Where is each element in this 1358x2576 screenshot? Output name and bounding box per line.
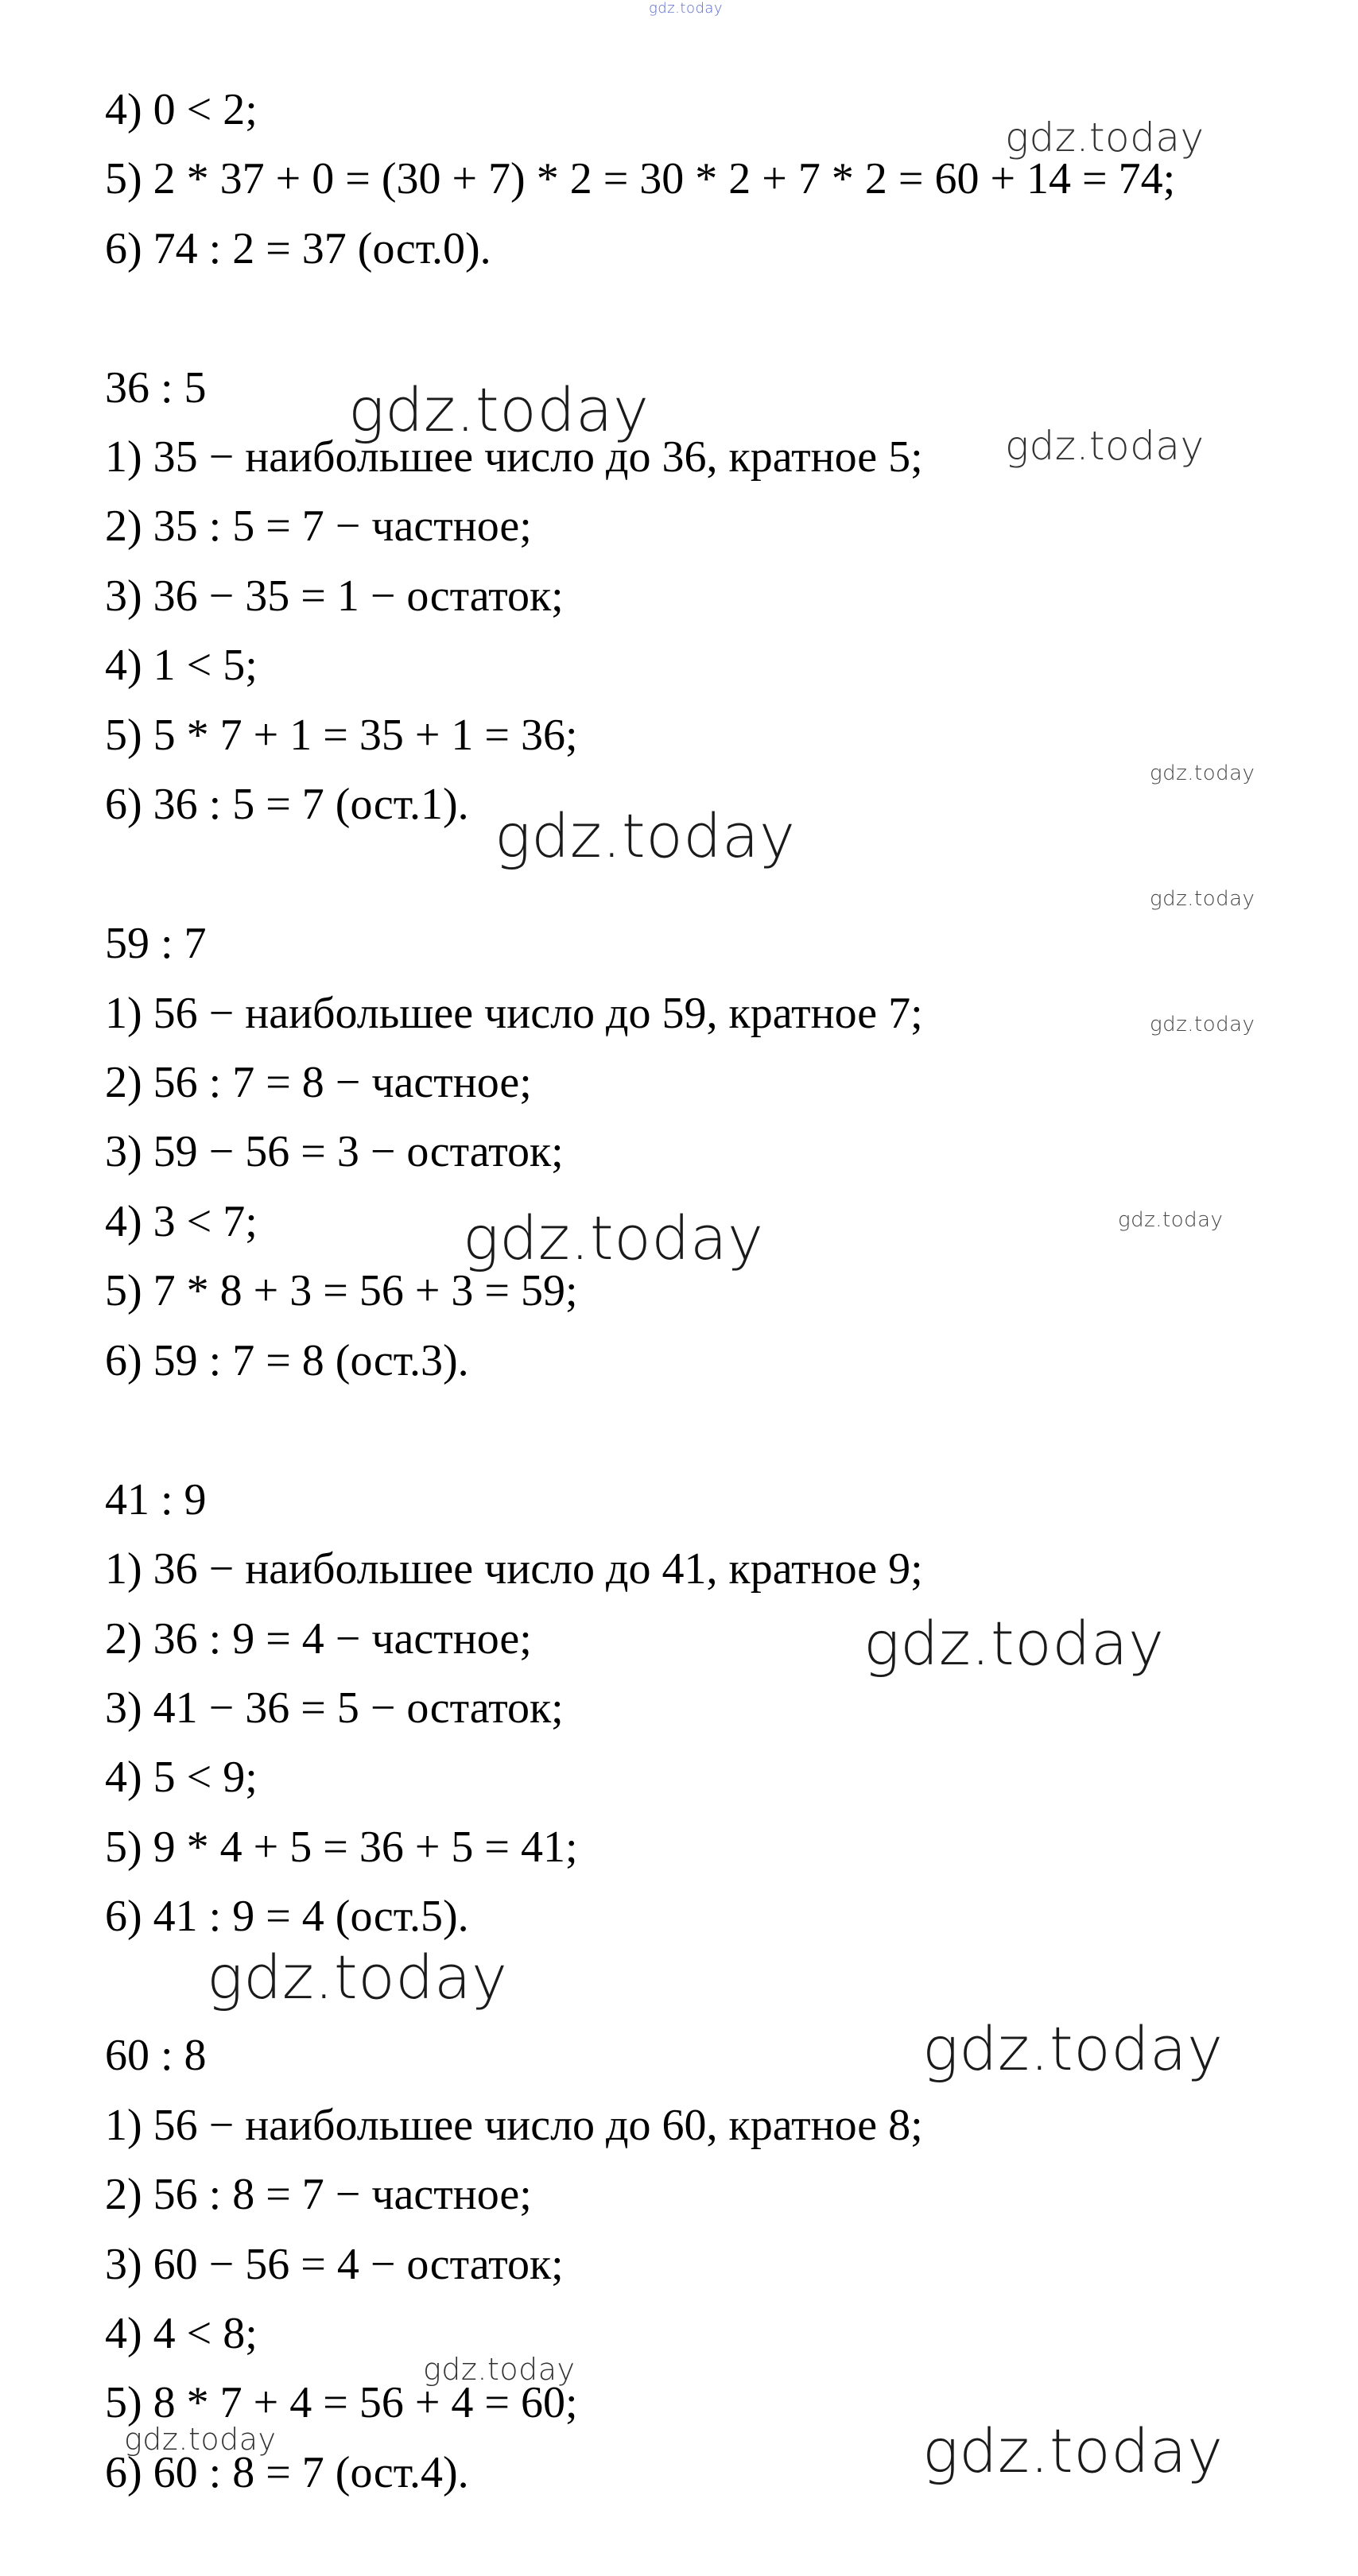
solution-line: 5) 9 * 4 + 5 = 36 + 5 = 41; — [105, 1823, 578, 1872]
solution-line: 4) 4 < 8; — [105, 2309, 258, 2358]
problem-title: 36 : 5 — [105, 363, 207, 413]
watermark: gdz.today — [1150, 1013, 1255, 1036]
solution-line: 1) 36 − наибольшее число до 41, кратное 9; — [105, 1544, 923, 1594]
watermark: gdz.today — [863, 1608, 1165, 1679]
problem-title: 60 : 8 — [105, 2031, 207, 2080]
solution-line: 3) 41 − 36 = 5 − остаток; — [105, 1683, 564, 1733]
solution-line: 6) 41 : 9 = 4 (ост.5). — [105, 1892, 469, 1941]
solution-line: 3) 36 − 35 = 1 − остаток; — [105, 571, 564, 621]
solution-line: 2) 36 : 9 = 4 − частное; — [105, 1614, 532, 1664]
solution-line: 2) 35 : 5 = 7 − частное; — [105, 502, 532, 551]
solution-line: 4) 1 < 5; — [105, 641, 258, 690]
solution-line: 2) 56 : 8 = 7 − частное; — [105, 2170, 532, 2219]
watermark: gdz.today — [348, 374, 650, 445]
watermark: gdz.today — [922, 2013, 1224, 2084]
solution-line: 3) 60 − 56 = 4 − остаток; — [105, 2240, 564, 2289]
watermark-top: gdz.today — [649, 0, 724, 17]
problem-title: 59 : 7 — [105, 919, 207, 968]
watermark: gdz.today — [124, 2422, 277, 2457]
solution-line: 6) 36 : 5 = 7 (ост.1). — [105, 780, 469, 829]
solution-line: 5) 2 * 37 + 0 = (30 + 7) * 2 = 30 * 2 + 7 * 2 = 60 + 14 = 74; — [105, 154, 1176, 203]
watermark: gdz.today — [463, 1203, 764, 1273]
solution-line: 5) 8 * 7 + 4 = 56 + 4 = 60; — [105, 2378, 578, 2427]
problem-title: 41 : 9 — [105, 1475, 207, 1524]
watermark: gdz.today — [1118, 1208, 1224, 1232]
solution-line: 3) 59 − 56 = 3 − остаток; — [105, 1127, 564, 1176]
watermark: gdz.today — [423, 2352, 576, 2387]
solution-line: 6) 74 : 2 = 37 (ост.0). — [105, 224, 491, 273]
solution-line: 1) 56 − наибольшее число до 59, кратное 7; — [105, 989, 923, 1038]
watermark: gdz.today — [1150, 887, 1255, 911]
watermark: gdz.today — [1005, 114, 1205, 161]
solution-line: 6) 60 : 8 = 7 (ост.4). — [105, 2448, 469, 2497]
solution-line: 1) 56 − наибольшее число до 60, кратное 8; — [105, 2101, 923, 2150]
solution-line: 4) 0 < 2; — [105, 85, 258, 134]
solution-line: 4) 5 < 9; — [105, 1753, 258, 1802]
watermark: gdz.today — [1150, 761, 1255, 785]
solution-line: 2) 56 : 7 = 8 − частное; — [105, 1058, 532, 1107]
solution-line: 5) 5 * 7 + 1 = 35 + 1 = 36; — [105, 711, 578, 760]
watermark: gdz.today — [495, 800, 796, 871]
watermark: gdz.today — [207, 1942, 508, 2012]
solution-line: 6) 59 : 7 = 8 (ост.3). — [105, 1336, 469, 1385]
solution-line: 5) 7 * 8 + 3 = 56 + 3 = 59; — [105, 1266, 578, 1315]
solution-line: 1) 35 − наибольшее число до 36, кратное 5; — [105, 432, 923, 482]
watermark: gdz.today — [922, 2415, 1224, 2486]
watermark: gdz.today — [1005, 423, 1205, 469]
solution-line: 4) 3 < 7; — [105, 1197, 258, 1246]
